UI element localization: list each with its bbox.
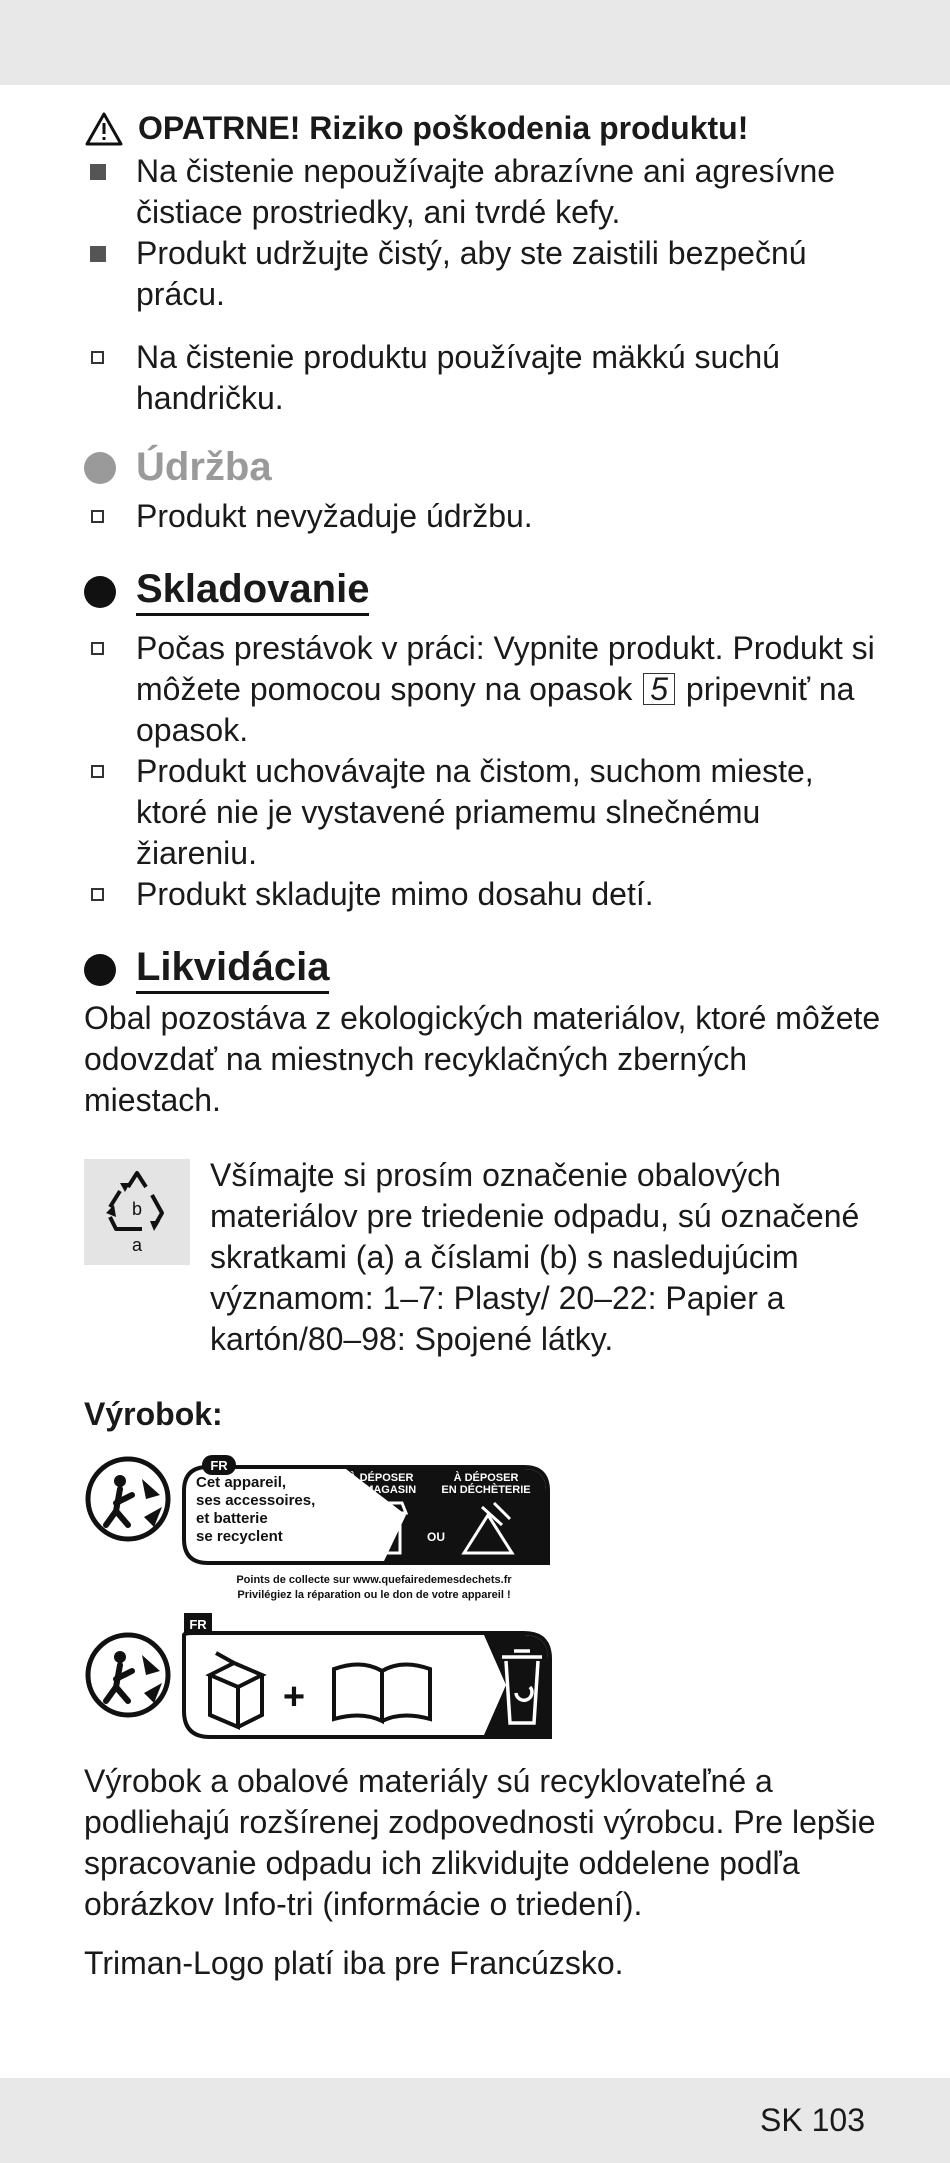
triman-ou-label: OU (427, 1530, 445, 1544)
product-label: Výrobok: (84, 1396, 223, 1432)
section-dot-icon (84, 576, 116, 608)
recycling-note (84, 1155, 884, 1360)
step-checkbox-icon (91, 351, 104, 364)
step-checkbox-icon (91, 765, 104, 778)
step-item (84, 496, 884, 537)
page-number: SK 103 (760, 2102, 865, 2138)
disposal-title: Likvidácia (136, 945, 329, 994)
triman-packaging-logo (84, 1613, 884, 1743)
storage-text-part: pripevniť na opasok. (136, 671, 855, 748)
triman-footer-line: Points de collecte sur www.quefairedemesdechets.fr (236, 1574, 512, 1586)
section-dot-icon (84, 452, 116, 484)
storage-text-part: Počas prestávok v práci: Vypnite produkt. Produkt si môžete pomocou spony na opasok (136, 630, 875, 707)
warning-item (84, 233, 884, 315)
step-item-text (136, 628, 884, 751)
step-item-text: Produkt uchovávajte na čistom, suchom mieste, ktoré nie je vystavené priamemu slnečnému žiareniu. (136, 753, 814, 871)
warning-title: OPATRNE! Riziko poškodenia produktu! (138, 110, 749, 146)
storage-title: Skladovanie (136, 567, 369, 616)
warning-heading (84, 108, 884, 149)
triman-dechet-label: EN DÉCHÈTERIE (441, 1484, 531, 1496)
triman-footer-line: Privilégiez la réparation ou le don de votre appareil ! (237, 1589, 511, 1601)
step-item (84, 751, 884, 874)
warning-icon (84, 111, 124, 147)
step-item-text: Produkt skladujte mimo dosahu detí. (136, 876, 654, 912)
section-heading-disposal (84, 945, 884, 994)
section-heading-storage (84, 567, 884, 616)
warning-item (84, 151, 884, 233)
triman-figure-icon (88, 1635, 168, 1715)
triman-text-line: ses accessoires, (196, 1492, 316, 1509)
step-item (84, 337, 884, 419)
step-item-text: Na čistenie produktu používajte mäkkú suchú handričku. (136, 339, 780, 416)
disposal-intro: Obal pozostáva z ekologických materiálov, ktoré môžete odovzdať na miestnych recyklačných zberných miestach. (84, 1000, 881, 1118)
maintenance-title: Údržba (136, 445, 272, 489)
page-content (84, 108, 884, 1984)
triman-note: Triman-Logo platí iba pre Francúzsko. (84, 1945, 624, 1981)
step-item-text: Produkt nevyžaduje údržbu. (136, 498, 533, 534)
top-band (0, 0, 950, 85)
recycle-code-a: a (131, 1235, 143, 1255)
triman-dechet-label: À DÉPOSER (453, 1472, 519, 1484)
triman-text-line: et batterie (196, 1510, 268, 1527)
section-dot-icon (84, 954, 116, 986)
step-item (84, 874, 884, 915)
triman-text-line: se recyclent (196, 1528, 283, 1545)
bullet-square (90, 164, 106, 180)
recycle-code-b: b (131, 1199, 143, 1219)
footer-band (0, 2078, 950, 2163)
triman2-fr-badge: FR (189, 1617, 207, 1632)
step-checkbox-icon (91, 510, 104, 523)
step-checkbox-icon (91, 642, 104, 655)
recycling-note-text: Všímajte si prosím označenie obalových materiálov pre triedenie odpadu, sú označené skratkami (a) a číslami (b) s nasledujúcim významom: 1–7: Plasty/ 20–22: Papier a kartón/80–98: Spojené látky. (210, 1157, 860, 1357)
triman-figure-icon (88, 1459, 168, 1539)
triman-info-tri-logo (84, 1455, 884, 1605)
bullet-square (90, 246, 106, 262)
reference-number-box: 5 (643, 673, 675, 705)
triman-magasin-label: EN MAGASIN (345, 1484, 417, 1496)
triman-text-line: Cet appareil, (196, 1474, 287, 1491)
step-checkbox-icon (91, 888, 104, 901)
closing-paragraph: Výrobok a obalové materiály sú recyklovateľné a podliehajú rozšírenej zodpovednosti výrobcu. Pre lepšie spracovanie odpadu ich zlikvidujte oddelene podľa obrázkov Info-tri (informácie o triedení). (84, 1763, 876, 1922)
warning-item-text: Produkt udržujte čistý, aby ste zaistili bezpečnú prácu. (136, 235, 807, 312)
step-item (84, 628, 884, 751)
triman-fr-badge: FR (210, 1458, 228, 1473)
recycling-symbol-icon (84, 1159, 190, 1265)
warning-item-text: Na čistenie nepoužívajte abrazívne ani agresívne čistiace prostriedky, ani tvrdé kefy. (136, 153, 836, 230)
plus-sign: + (282, 1676, 306, 1718)
triman-magasin-label: À DÉPOSER (348, 1472, 414, 1484)
section-heading-maintenance (84, 445, 884, 490)
